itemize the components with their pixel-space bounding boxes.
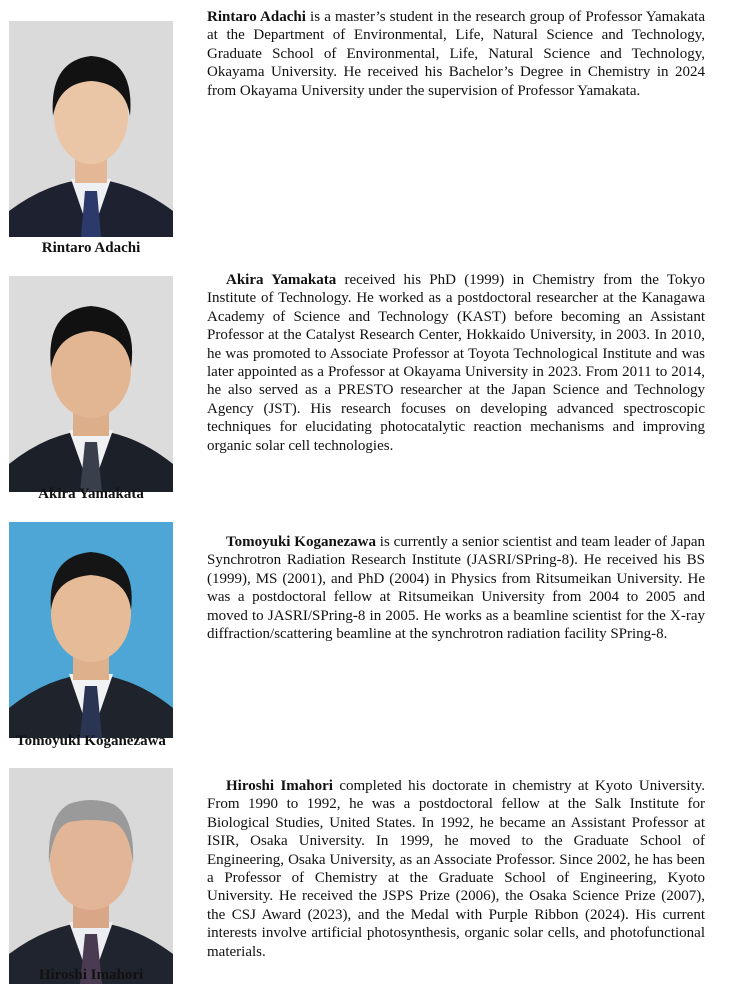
portrait-photo <box>9 21 173 237</box>
photo-caption: Akira Yamakata <box>38 486 144 502</box>
bio-name: Hiroshi Imahori <box>226 778 333 794</box>
bio-body: is currently a senior scientist and team leader of Japan Synchrotron Radiation Research Institute (JASRI/SPring-8). He received his BS (1999), MS (2001), and PhD (2004) in Physics from Ritsumeikan University. He was a postdoctoral fellow at Ritsumeikan University from 2004 to 2005 and moved to JASRI/SPring-8 in 2005. He works as a beamline scientist for the X-ray diffraction/scattering beamline at the synchrotron radiation facility SPring-8. <box>207 534 705 643</box>
photo-caption: Rintaro Adachi <box>41 240 141 256</box>
portrait-photo <box>9 768 173 984</box>
photo-caption: Hiroshi Imahori <box>38 967 144 983</box>
bio-body: is a master’s student in the research group of Professor Yamakata at the Department of Environmental, Life, Natural Science and Technology, Graduate School of Environmental, Life, Natural Science and Technology, Okayama University. He received his Bachelor’s Degree in Chemistry in 2024 from Okayama University under the supervision of Professor Yamakata. <box>207 9 705 99</box>
photo-caption: Tomoyuki Koganezawa <box>16 733 166 749</box>
bio-paragraph <box>207 777 705 961</box>
bio-paragraph <box>207 271 705 455</box>
bio-name: Rintaro Adachi <box>207 9 306 25</box>
bio-body: received his PhD (1999) in Chemistry from the Tokyo Institute of Technology. He worked as a postdoctoral researcher at the Kanagawa Academy of Science and Technology (KAST) before becoming an Assistant Professor at the Catalyst Research Center, Hokkaido University, in 2003. In 2010, he was promoted to Associate Professor at Toyota Technological Institute and was later appointed as a Professor at Okayama University in 2023. From 2011 to 2014, he also served as a PRESTO researcher at the Japan Science and Technology Agency (JST). His research focuses on developing advanced spectroscopic techniques for elucidating photocatalytic reaction mechanisms and improving organic solar cell technologies. <box>207 272 705 454</box>
portrait-photo <box>9 522 173 738</box>
bio-name: Akira Yamakata <box>226 272 337 288</box>
bio-body: completed his doctorate in chemistry at Kyoto University. From 1990 to 1992, he was a postdoctoral fellow at the Salk Institute for Biological Studies, United States. In 1992, he became an Assistant Professor at ISIR, Osaka University. In 1999, he moved to the Graduate School of Engineering, Osaka University, as an Associate Professor. Since 2002, he has been a Professor of Chemistry at the Graduate School of Engineering, Kyoto University. He received the JSPS Prize (2006), the Osaka Science Prize (2007), the CSJ Award (2023), and the Medal with Purple Ribbon (2024). His current interests involve artificial photosynthesis, organic solar cells, and photofunctional materials. <box>207 778 705 960</box>
bio-paragraph <box>207 8 705 100</box>
portrait-photo <box>9 276 173 492</box>
bio-name: Tomoyuki Koganezawa <box>226 534 376 550</box>
bio-paragraph <box>207 533 705 643</box>
